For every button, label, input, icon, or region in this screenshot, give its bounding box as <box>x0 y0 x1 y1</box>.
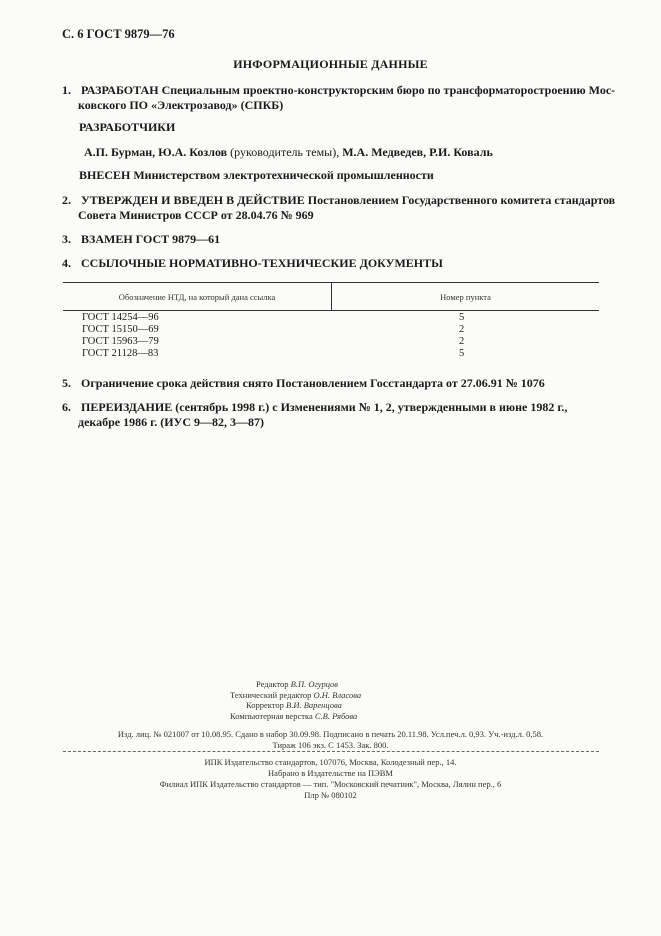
table-header-clause: Номер пункта <box>440 292 491 302</box>
page-header: С. 6 ГОСТ 9879—76 <box>62 27 175 41</box>
developers-list <box>84 145 493 160</box>
table-header-rule <box>63 310 599 311</box>
developed-lead: РАЗРАБОТАН <box>81 83 159 97</box>
developers-label: РАЗРАБОТЧИКИ <box>79 120 176 134</box>
limitation-text: Ограничение срока действия снято Постановлением Госстандарта от 27.06.91 № 1076 <box>81 376 545 390</box>
item-limitation <box>62 376 545 391</box>
tech-editor-name: О.Н. Власова <box>313 689 362 700</box>
item-reissue <box>62 400 567 430</box>
print-line-1: Изд. лиц. № 021007 от 10.08.95. Сдано в набор 30.09.98. Подписано в печать 20.11.98. Усл.печ.л. 0,93. Уч.-изд.л. 0,58. <box>117 729 544 739</box>
table-row <box>82 336 159 348</box>
item-references <box>62 256 443 271</box>
submitted-lead: ВНЕСЕН <box>79 168 131 182</box>
references-table <box>63 282 599 360</box>
reissue-text-line2: декабре 1986 г. (ИУС 9—82, 3—87) <box>78 415 265 429</box>
item-number: 2. <box>62 193 71 207</box>
page-title: ИНФОРМАЦИОННЫЕ ДАННЫЕ <box>233 57 428 71</box>
tech-editor-label: Технический редактор <box>230 689 312 700</box>
publisher-line-3: Филиал ИПК Издательство стандартов — тип. "Московский печатник", Москва, Лялин пер., 6 <box>159 779 502 789</box>
table-row <box>82 312 159 324</box>
table-cell-clause: 2 <box>459 324 465 335</box>
table-row <box>82 348 158 360</box>
print-line-2: Тираж 106 экз. С 1453. Зак. 800. <box>272 740 389 750</box>
layout-label: Компьютерная верстка <box>230 710 313 721</box>
table-cell-clause: 5 <box>459 348 465 359</box>
publisher-line-2: Набрано в Издательстве на ПЭВМ <box>268 768 393 778</box>
item-number: 1. <box>62 83 71 97</box>
developed-text-line2: ковского ПО «Электрозавод» (СПКБ) <box>78 98 284 112</box>
table-cell-document: ГОСТ 15963—79 <box>82 336 159 347</box>
submitted-text: Министерством электротехнической промышленности <box>133 168 434 182</box>
table-cell-clause: 2 <box>459 336 465 347</box>
approved-text-line1: Постановлением Государственного комитета стандартов <box>307 193 616 207</box>
table-cell-document: ГОСТ 15150—69 <box>82 324 159 335</box>
credits-block <box>230 679 361 721</box>
item-number: 4. <box>62 256 71 270</box>
editor-name: В.П. Огурцов <box>290 679 338 689</box>
table-row <box>459 336 464 348</box>
table-row <box>82 324 159 336</box>
proofreader-label: Корректор <box>246 700 284 710</box>
item-approved <box>62 193 615 223</box>
item-developed <box>62 83 616 113</box>
reissue-text-line1: ПЕРЕИЗДАНИЕ (сентябрь 1998 г.) с Изменениями № 1, 2, утвержденными в июне 1982 г., <box>81 400 568 414</box>
item-number: 6. <box>62 400 71 414</box>
editor-label: Редактор <box>256 679 289 689</box>
divider <box>63 751 599 752</box>
table-cell-document: ГОСТ 21128—83 <box>82 348 159 359</box>
item-number: 5. <box>62 376 71 390</box>
approved-text-line2: Совета Министров СССР от 28.04.76 № 969 <box>78 208 314 222</box>
table-header-document: Обозначение НТД, на который дана ссылка <box>118 292 276 302</box>
table-cell-document: ГОСТ 14254—96 <box>82 312 159 323</box>
proofreader-name: В.И. Варенцова <box>286 700 342 710</box>
publisher-line-4: Плр № 080102 <box>304 790 357 800</box>
submitted-line <box>79 168 434 183</box>
references-text: ССЫЛОЧНЫЕ НОРМАТИВНО-ТЕХНИЧЕСКИЕ ДОКУМЕНТЫ <box>81 256 443 270</box>
layout-name: С.В. Рябова <box>314 710 358 721</box>
table-cell-clause: 5 <box>459 312 465 323</box>
table-row <box>459 348 464 360</box>
developed-text-line1: Специальным проектно-конструкторским бюро по трансформаторостроению Мос- <box>161 83 616 97</box>
developers-names-2: М.А. Медведев, Р.И. Коваль <box>342 145 493 159</box>
item-replaced <box>62 232 220 247</box>
publisher-line-1: ИПК Издательство стандартов, 107076, Москва, Колодезный пер., 14. <box>204 757 457 767</box>
replaced-text: ВЗАМЕН ГОСТ 9879—61 <box>81 232 221 246</box>
table-row <box>459 312 464 324</box>
table-row <box>459 324 464 336</box>
approved-lead: УТВЕРЖДЕН И ВВЕДЕН В ДЕЙСТВИЕ <box>81 193 305 207</box>
developers-names-1: А.П. Бурман, Ю.А. Козлов <box>84 145 228 159</box>
item-number: 3. <box>62 232 71 246</box>
developers-note: (руководитель темы), <box>230 145 340 159</box>
